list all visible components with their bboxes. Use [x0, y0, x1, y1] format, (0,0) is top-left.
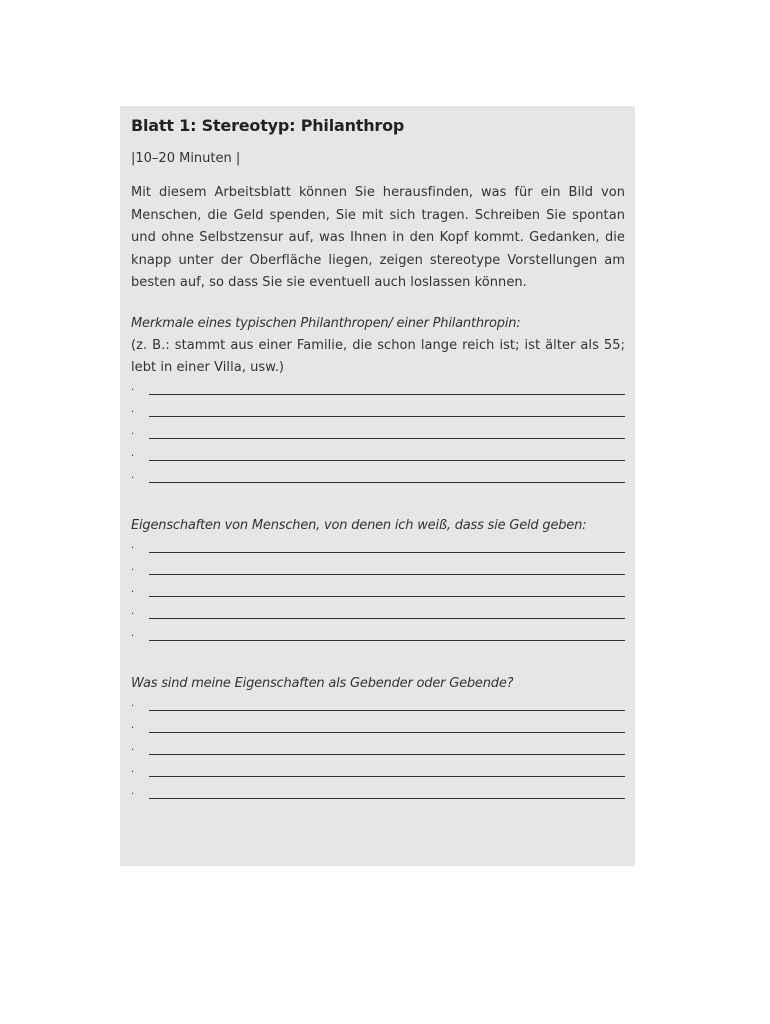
- answer-line-row[interactable]: [131, 401, 625, 423]
- section-own-traits: [131, 673, 625, 805]
- writing-line[interactable]: [149, 710, 625, 711]
- answer-line-row[interactable]: [131, 559, 625, 581]
- section-heading: Merkmale eines typischen Philanthropen/ einer Philanthropin:: [131, 315, 521, 331]
- answer-line-row[interactable]: [131, 739, 625, 761]
- writing-line[interactable]: [149, 618, 625, 619]
- writing-line[interactable]: [149, 552, 625, 553]
- bullet-dot: ·: [131, 700, 135, 712]
- writing-line[interactable]: [149, 416, 625, 417]
- bullet-dot: ·: [131, 384, 135, 396]
- section-example-note: (z. B.: stammt aus einer Familie, die schon lange reich ist; ist älter als 55; lebt in einer Villa, usw.): [131, 337, 625, 375]
- answer-line-row[interactable]: [131, 445, 625, 467]
- writing-line[interactable]: [149, 754, 625, 755]
- answer-line-row[interactable]: [131, 603, 625, 625]
- bullet-dot: ·: [131, 766, 135, 778]
- intro-paragraph: Mit diesem Arbeitsblatt können Sie herausfinden, was für ein Bild von Menschen, die Geld spenden, Sie mit sich tragen. Schreiben Sie spontan und ohne Selbstzensur auf, was Ihnen in den Kopf kommt. Gedanken, die knapp unter der Oberfläche liegen, zeigen stereotype Vorstellungen am besten auf, so dass Sie sie eventuell auch loslassen können.: [131, 185, 625, 291]
- bullet-dot: ·: [131, 744, 135, 756]
- answer-line-row[interactable]: [131, 581, 625, 603]
- section-known-givers: [131, 515, 625, 647]
- writing-line[interactable]: [149, 640, 625, 641]
- answer-line-row[interactable]: [131, 423, 625, 445]
- worksheet-title: Blatt 1: Stereotyp: Philanthrop: [131, 116, 405, 135]
- bullet-dot: ·: [131, 472, 135, 484]
- section-heading: Eigenschaften von Menschen, von denen ich weiß, dass sie Geld geben:: [131, 517, 587, 533]
- bullet-dot: ·: [131, 608, 135, 620]
- writing-line[interactable]: [149, 438, 625, 439]
- answer-line-row[interactable]: [131, 379, 625, 401]
- answer-line-row[interactable]: [131, 717, 625, 739]
- bullet-dot: ·: [131, 542, 135, 554]
- writing-line[interactable]: [149, 394, 625, 395]
- bullet-dot: ·: [131, 586, 135, 598]
- answer-lines: [131, 379, 625, 489]
- bullet-dot: ·: [131, 428, 135, 440]
- bullet-dot: ·: [131, 722, 135, 734]
- writing-line[interactable]: [149, 460, 625, 461]
- writing-line[interactable]: [149, 482, 625, 483]
- bullet-dot: ·: [131, 450, 135, 462]
- worksheet-panel: [120, 106, 635, 866]
- writing-line[interactable]: [149, 596, 625, 597]
- writing-line[interactable]: [149, 798, 625, 799]
- answer-line-row[interactable]: [131, 695, 625, 717]
- writing-line[interactable]: [149, 574, 625, 575]
- duration-label: |10–20 Minuten |: [131, 151, 241, 166]
- answer-lines: [131, 695, 625, 805]
- section-heading: Was sind meine Eigenschaften als Gebender oder Gebende?: [131, 675, 514, 691]
- answer-line-row[interactable]: [131, 537, 625, 559]
- bullet-dot: ·: [131, 788, 135, 800]
- answer-line-row[interactable]: [131, 783, 625, 805]
- section-typical-philanthropist: [131, 313, 625, 489]
- bullet-dot: ·: [131, 630, 135, 642]
- writing-line[interactable]: [149, 732, 625, 733]
- bullet-dot: ·: [131, 564, 135, 576]
- bullet-dot: ·: [131, 406, 135, 418]
- answer-line-row[interactable]: [131, 467, 625, 489]
- answer-line-row[interactable]: [131, 625, 625, 647]
- writing-line[interactable]: [149, 776, 625, 777]
- answer-lines: [131, 537, 625, 647]
- answer-line-row[interactable]: [131, 761, 625, 783]
